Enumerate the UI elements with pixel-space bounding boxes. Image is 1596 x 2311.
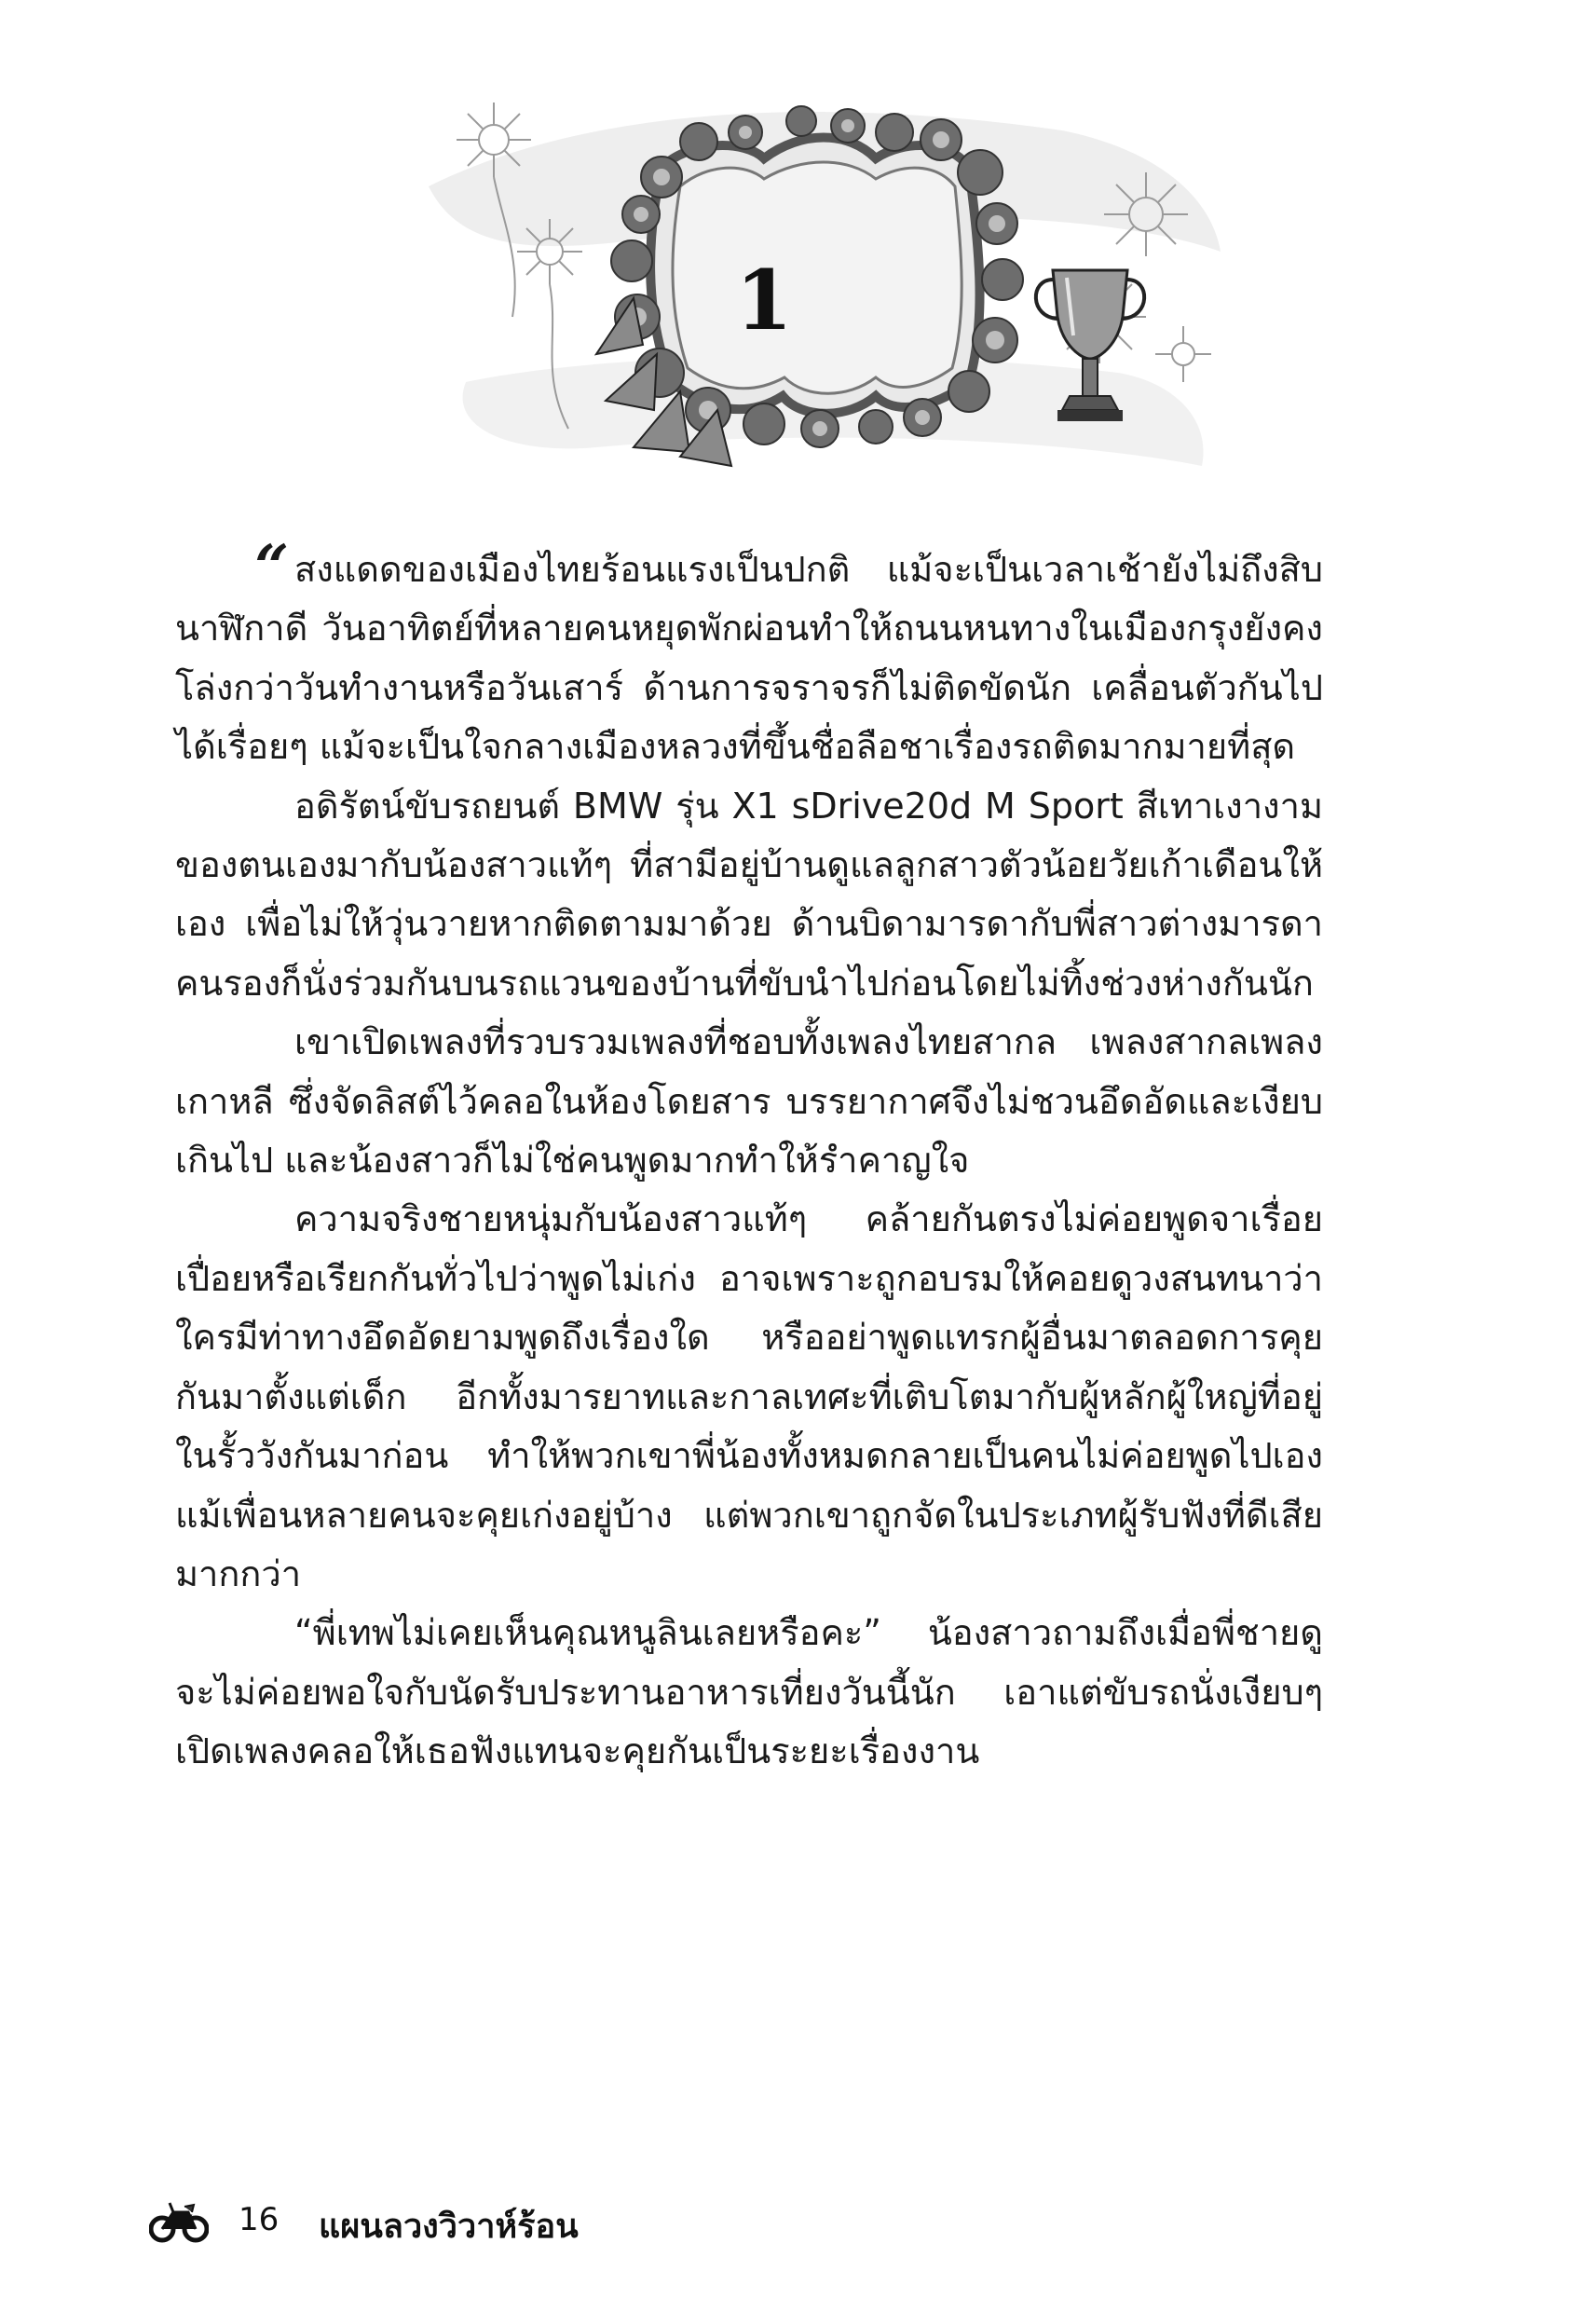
page-footer (149, 2192, 988, 2248)
chapter-body (175, 532, 1323, 1782)
chapter-number: 1 (735, 252, 793, 349)
paragraph-text: สงแดดของเมืองไทยร้อนแรงเป็นปกติ แม้จะเป็นเวลาเช้ายังไม่ถึงสิบนาฬิกาดี วันอาทิตย์ที่หลายคนหยุดพักผ่อนทำให้ถนนหนทางในเมืองกรุงยังคงโล่งกว่าวันทำงานหรือวันเสาร์ ด้านการจราจรก็ไม่ติดขัดนัก เคลื่อนตัวกันไปได้เรื่อยๆ แม้จะเป็นใจกลางเมืองหลวงที่ขึ้นชื่อลือชาเรื่องรถติดมากมายที่สุด (175, 549, 1323, 768)
motorcycle-icon (149, 2192, 209, 2244)
page-number: 16 (239, 2201, 280, 2238)
opening-quote-mark: “ (254, 532, 289, 602)
paragraph (175, 532, 1323, 777)
paragraph: อดิรัตน์ขับรถยนต์ BMW รุ่น X1 sDrive20d M Sport สีเทาเงางามของตนเองมากับน้องสาวแท้ๆ ที่สามีอยู่บ้านดูแลลูกสาวตัวน้อยวัยเก้าเดือนให้เอง เพื่อไม่ให้วุ่นวายหากติดตามมาด้วย ด้านบิดามารดากับพี่สาวต่างมารดาคนรองก็นั่งร่วมกันบนรถแวนของบ้านที่ขับนำไปก่อนโดยไม่ทิ้งช่วงห่างกันนัก (175, 785, 1323, 1004)
book-title: แผนลวงวิวาห์ร้อน (319, 2208, 579, 2246)
paragraph: “พี่เทพไม่เคยเห็นคุณหนูลินเลยหรือคะ” น้องสาวถามถึงเมื่อพี่ชายดูจะไม่ค่อยพอใจกับนัดรับประทานอาหารเที่ยงวันนี้นัก เอาแต่ขับรถนั่งเงียบๆ เปิดเพลงคลอให้เธอฟังแทนจะคุยกันเป็นระยะเรื่องงาน (175, 1612, 1323, 1772)
paragraph: เขาเปิดเพลงที่รวบรวมเพลงที่ชอบทั้งเพลงไทยสากล เพลงสากลเพลงเกาหลี ซึ่งจัดลิสต์ไว้คลอในห้องโดยสาร บรรยากาศจึงไม่ชวนอึดอัดและเงียบเกินไป และน้องสาวก็ไม่ใช่คนพูดมากทำให้รำคาญใจ (175, 1021, 1323, 1182)
paragraph: ความจริงชายหนุ่มกับน้องสาวแท้ๆ คล้ายกันตรงไม่ค่อยพูดจาเรื่อยเปื่อยหรือเรียกกันทั่วไปว่าพูดไม่เก่ง อาจเพราะถูกอบรมให้คอยดูวงสนทนาว่าใครมีท่าทางอึดอัดยามพูดถึงเรื่องใด หรืออย่าพูดแทรกผู้อื่นมาตลอดการคุยกันมาตั้งแต่เด็ก อีกทั้งมารยาทและกาลเทศะที่เติบโตมากับผู้หลักผู้ใหญ่ที่อยู่ในรั้ววังกันมาก่อน ทำให้พวกเขาพี่น้องทั้งหมดกลายเป็นคนไม่ค่อยพูดไปเอง แม้เพื่อนหลายคนจะคุยเก่งอยู่บ้าง แต่พวกเขาถูกจัดในประเภทผู้รับฟังที่ดีเสียมากกว่า (175, 1198, 1323, 1594)
chapter-ornament (410, 75, 1230, 513)
